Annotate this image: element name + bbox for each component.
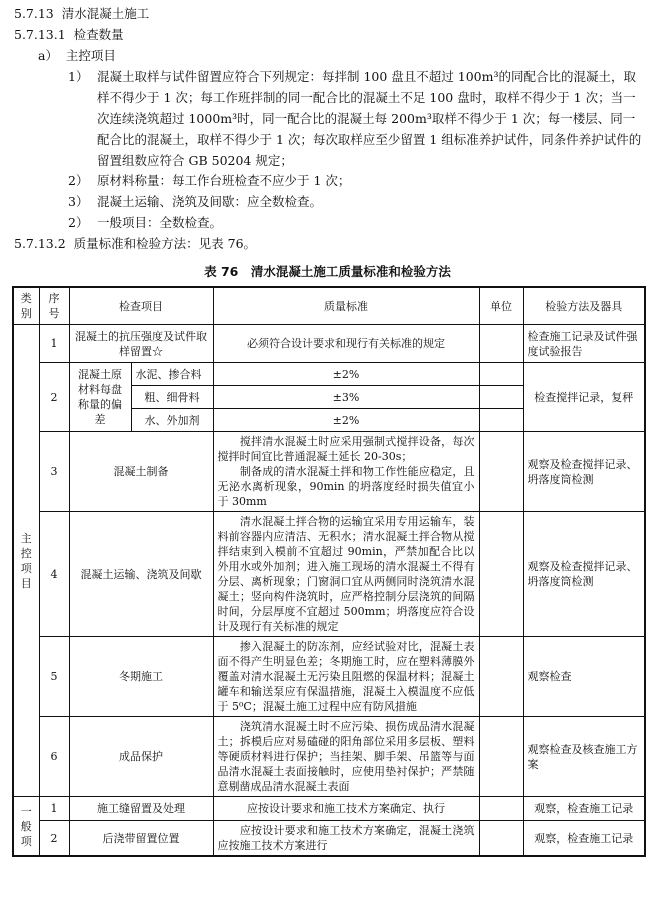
seq-cell: 2	[39, 821, 69, 857]
subitem-cell: 水泥、掺合料	[131, 363, 213, 386]
seq-cell: 5	[39, 637, 69, 717]
standard-cell: 应按设计要求和施工技术方案确定、执行	[213, 797, 479, 821]
list-num-4: 2）	[68, 215, 89, 230]
method-cell: 观察，检查施工记录	[523, 821, 645, 857]
list-text-3: 混凝土运输、浇筑及间歇：应全数检查。	[97, 194, 323, 209]
subsection-heading	[14, 27, 124, 43]
unit-cell	[479, 409, 523, 432]
standard-cell: ±3%	[213, 386, 479, 409]
item-cell: 冬期施工	[69, 637, 213, 717]
table-header-row	[13, 287, 645, 325]
header-category: 类别	[13, 287, 39, 325]
item-cell: 施工缝留置及处理	[69, 797, 213, 821]
method-cell: 观察检查	[523, 637, 645, 717]
seq-cell: 1	[39, 797, 69, 821]
standard-cell: 掺入混凝土的防冻剂，应经试验对比，混凝土表面不得产生明显色差；冬期施工时，应在塑料薄膜外覆盖对清水混凝土无污染且阻燃的保温材料；混凝土罐车和输送泵应有保温措施，混凝土入模温度不应低于 5⁰C；混凝土施工过程中应有防风措施	[213, 637, 479, 717]
list-text-1: 混凝土取样与试件留置应符合下列规定：每拌制 100 盘且不超过 100m³的同配合比的混凝土，取样不得少于 1 次；每工作班拌制的同一配合比的混凝土不足 100 盘时，取样不得少于 1 次；当一次连续浇筑超过 1000m³时，同一配合比的混凝土每 200m³取样不得少于 1 次；每一楼层、同一配合比的混凝土，取样不得少于 1 次；每次取样应至少留置 1 组标准养护试件，同条件养护试件的留置组数应符合 GB 50204 规定；	[97, 69, 642, 168]
table-row	[13, 432, 645, 512]
subsection-number: 5.7.13.1	[14, 27, 66, 42]
standard-cell: 必须符合设计要求和现行有关标准的规定	[213, 325, 479, 363]
table-caption: 表 76 清水混凝土施工质量标准和检验方法	[204, 264, 451, 279]
category-general-label: 一般项	[20, 804, 32, 848]
method-cell: 观察检查及核查施工方案	[523, 717, 645, 797]
list-num-2: 2）	[68, 173, 89, 188]
method-cell: 观察，检查施工记录	[523, 797, 645, 821]
item-cell: 混凝土的抗压强度及试件取样留置☆	[69, 325, 213, 363]
standard-cell: ±2%	[213, 409, 479, 432]
section-number: 5.7.13	[14, 6, 54, 21]
standard-cell: 应按设计要求和施工技术方案确定，混凝土浇筑应按施工技术方案进行	[213, 821, 479, 857]
list-num-1: 1）	[68, 69, 89, 84]
standard-cell: ±2%	[213, 363, 479, 386]
item-a	[38, 48, 116, 64]
category-main-label: 主控项目	[20, 531, 32, 590]
unit-cell	[479, 386, 523, 409]
table-row	[13, 821, 645, 857]
item-cell: 混凝土运输、浇筑及间歇	[69, 512, 213, 637]
table-row	[13, 363, 645, 386]
method-cell: 检查施工记录及试件强度试验报告	[523, 325, 645, 363]
unit-cell	[479, 363, 523, 386]
standard-cell: 清水混凝土拌合物的运输宜采用专用运输车，装料前容器内应清洁、无积水；清水混凝土拌合物从搅拌结束到入模前不宜超过 90min，严禁加配合比以外用水或外加剂；进入施工现场的清水混凝土不得有分层、离析现象；门窗洞口宜从两侧同时浇筑清水混凝土；竖向构件浇筑时，应严格控制分层浇筑的间隔时间，分层厚度不宜超过 500mm；坍落度应符合设计及现行有关标准的规定	[213, 512, 479, 637]
category-main	[13, 325, 39, 797]
seq-cell: 3	[39, 432, 69, 512]
header-standard: 质量标准	[213, 287, 479, 325]
unit-cell	[479, 325, 523, 363]
subitem-cell: 水、外加剂	[131, 409, 213, 432]
category-general	[13, 797, 39, 857]
table-row	[13, 637, 645, 717]
unit-cell	[479, 717, 523, 797]
unit-cell	[479, 512, 523, 637]
header-method: 检验方法及器具	[523, 287, 645, 325]
method-cell: 观察及检查搅拌记录、坍落度筒检测	[523, 432, 645, 512]
seq-cell: 2	[39, 363, 69, 432]
item-a-label: a）	[38, 48, 58, 63]
section-heading	[14, 6, 149, 22]
list-num-3: 3）	[68, 194, 89, 209]
quality-table	[12, 286, 646, 857]
subitem-cell: 粗、细骨料	[131, 386, 213, 409]
unit-cell	[479, 821, 523, 857]
seq-cell: 1	[39, 325, 69, 363]
unit-cell	[479, 637, 523, 717]
standard-cell: 浇筑清水混凝土时不应污染、损伤成品清水混凝土；拆模后应对易磕碰的阳角部位采用多层板、塑料等硬质材料进行保护；当挂架、脚手架、吊篮等与面品清水混凝土表面接触时，应使用垫衬保护；严禁随意剔凿成品清水混凝土表面	[213, 717, 479, 797]
table-row	[13, 717, 645, 797]
subsection2-text: 质量标准和检验方法：见表 76。	[73, 236, 257, 251]
header-item: 检查项目	[69, 287, 213, 325]
table-row	[13, 325, 645, 363]
method-cell: 观察及检查搅拌记录、坍落度筒检测	[523, 512, 645, 637]
header-unit: 单位	[479, 287, 523, 325]
seq-cell: 4	[39, 512, 69, 637]
unit-cell	[479, 432, 523, 512]
method-cell: 检查搅拌记录，复秤	[523, 363, 645, 432]
item-a-text: 主控项目	[65, 48, 116, 63]
unit-cell	[479, 797, 523, 821]
section-title: 清水混凝土施工	[61, 6, 150, 21]
table-row	[13, 797, 645, 821]
item-cell: 后浇带留置位置	[69, 821, 213, 857]
subsection2-number: 5.7.13.2	[14, 236, 66, 251]
standard-cell: 搅拌清水混凝土时应采用强制式搅拌设备，每次搅拌时间宜比普通混凝土延长 20-30s； 制备成的清水混凝土拌和物工作性能应稳定，且无泌水离析现象，90min 的坍落度经时损失值宜小于 30mm	[213, 432, 479, 512]
item-cell: 混凝土原材料每盘称量的偏差	[69, 363, 131, 432]
item-cell: 混凝土制备	[69, 432, 213, 512]
subsection-title: 检查数量	[73, 27, 124, 42]
seq-cell: 6	[39, 717, 69, 797]
list-text-2: 原材料称量：每工作台班检查不应少于 1 次；	[97, 173, 351, 188]
subsection2-heading	[14, 236, 256, 252]
table-row	[13, 512, 645, 637]
item-cell: 成品保护	[69, 717, 213, 797]
header-seq: 序号	[39, 287, 69, 325]
list-text-4: 一般项目：全数检查。	[97, 215, 223, 230]
